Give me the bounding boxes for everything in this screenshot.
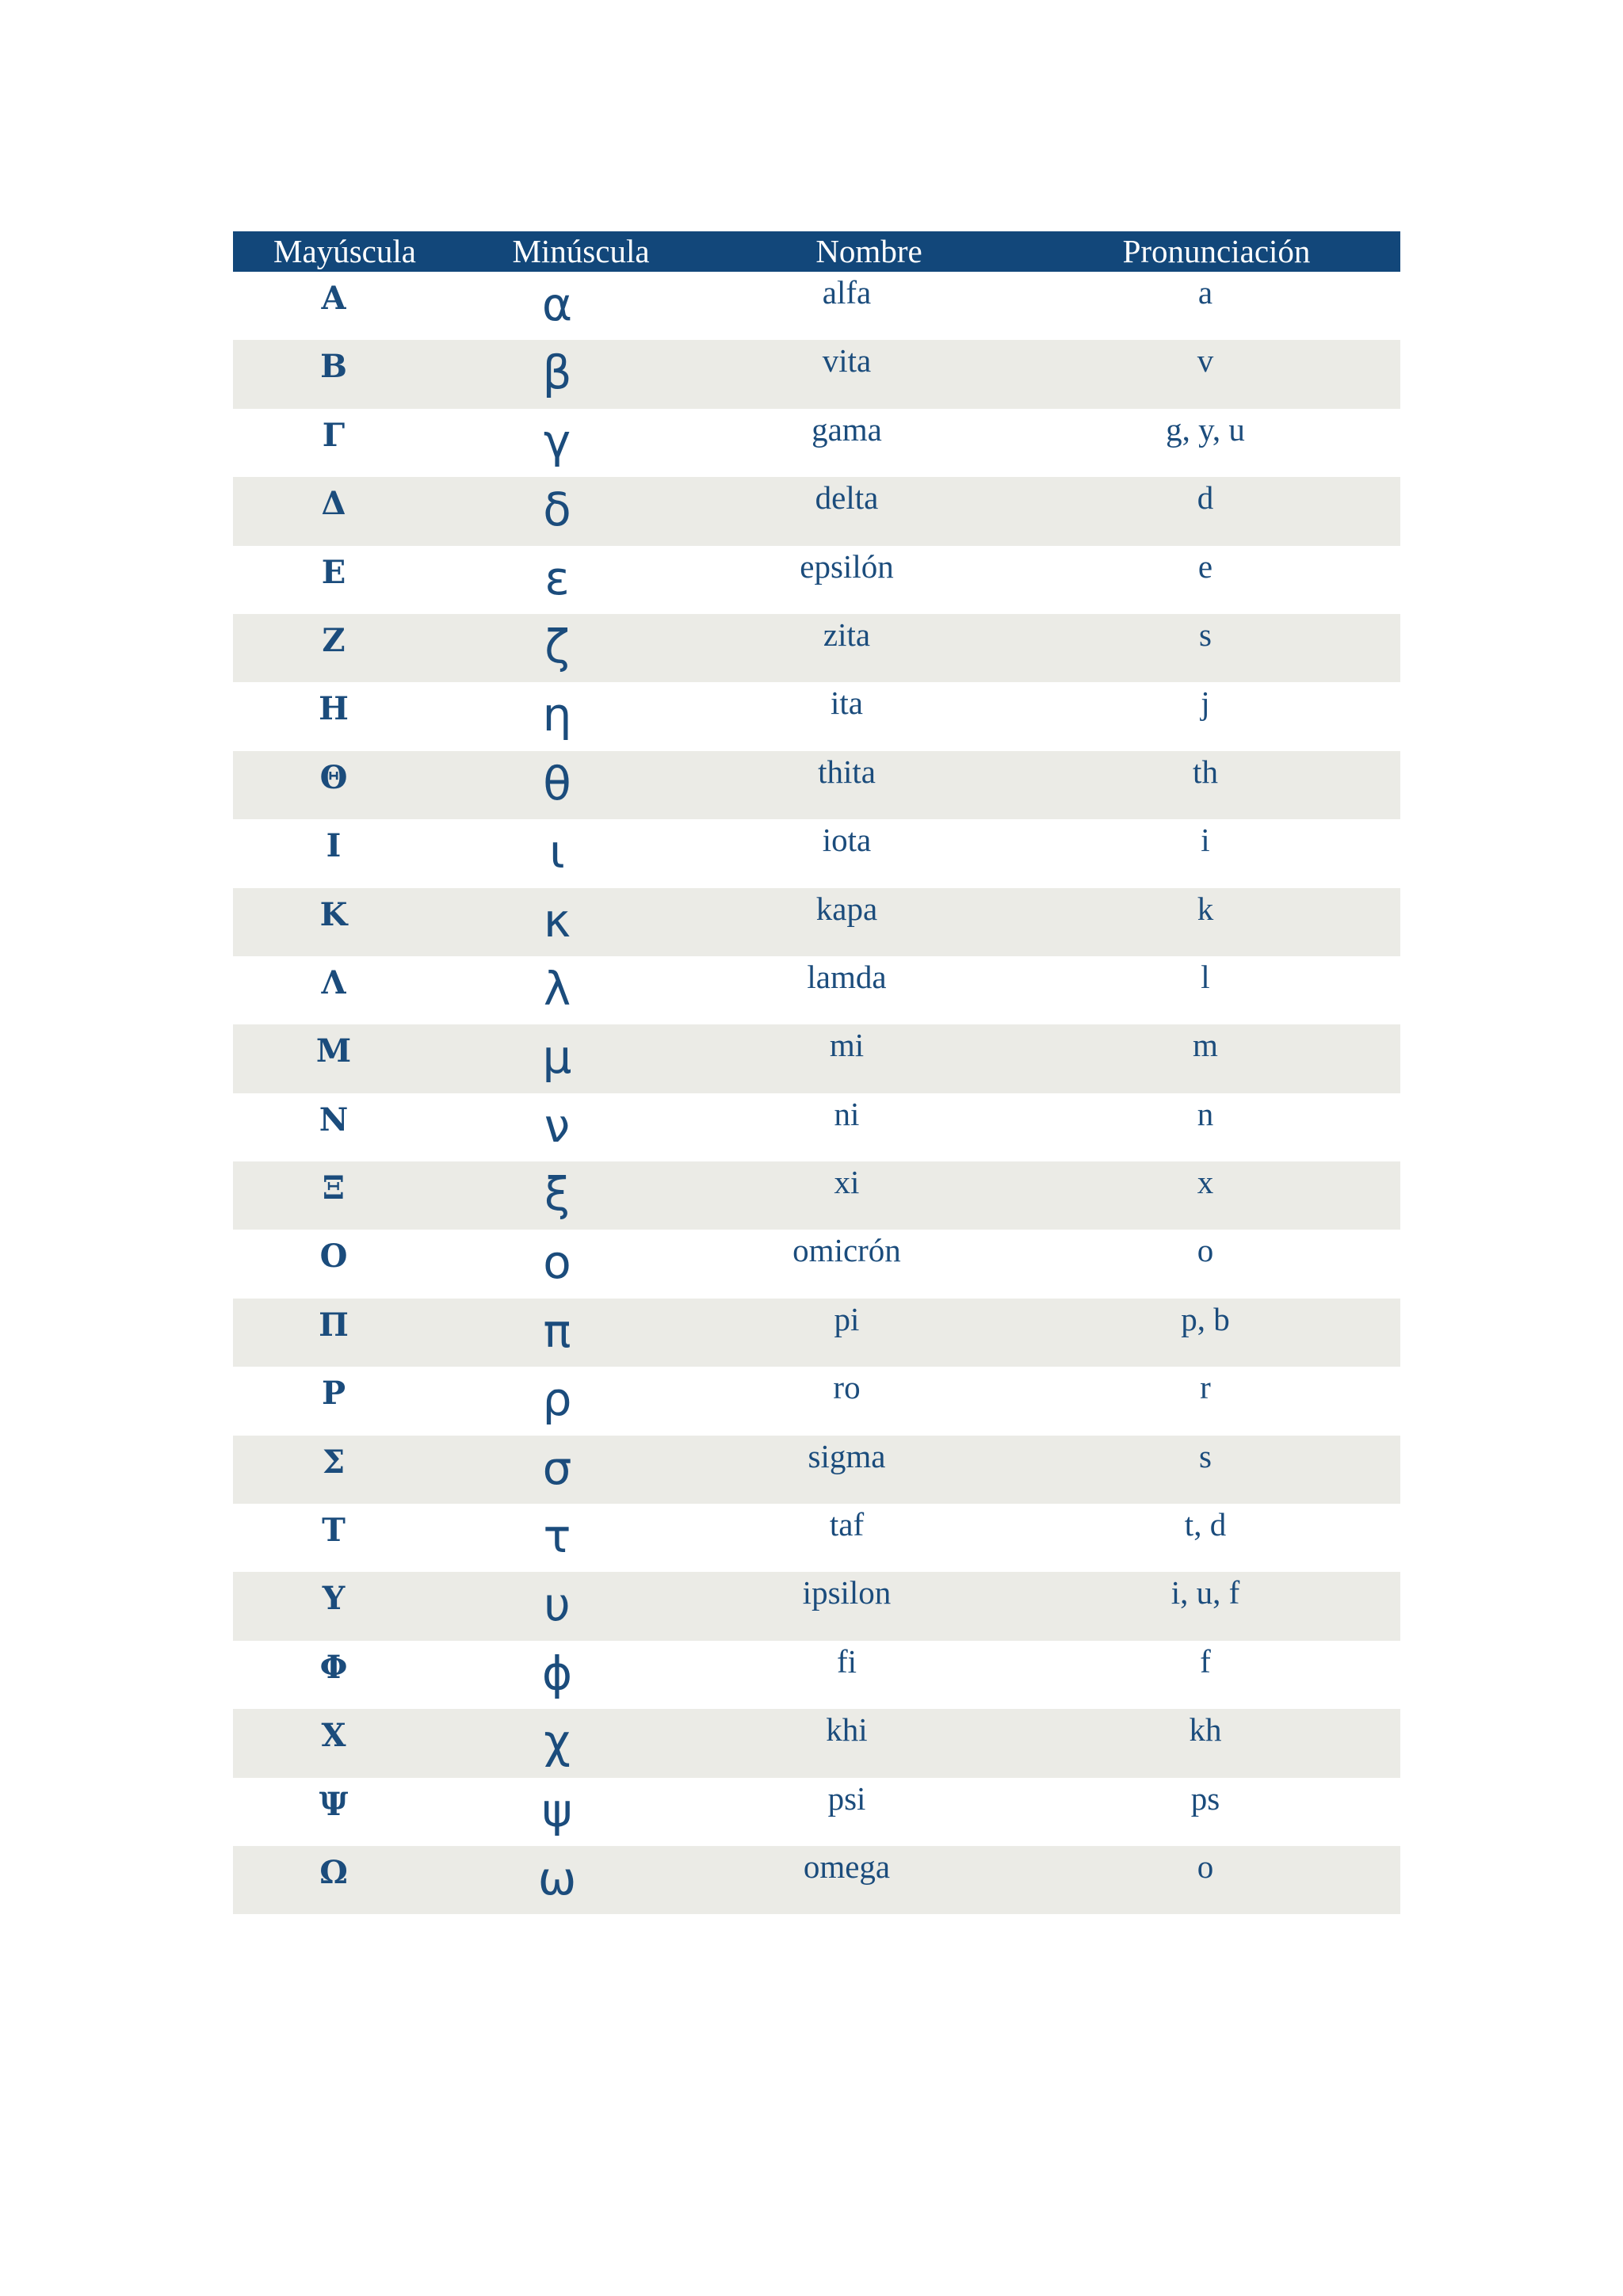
lowercase-letter: β (542, 345, 572, 400)
table-row (233, 1161, 1400, 1230)
table-row (233, 272, 1400, 340)
header-nombre: Nombre (815, 233, 922, 269)
letter-name: xi (834, 1164, 860, 1201)
lowercase-letter: ω (537, 1851, 577, 1905)
letter-name: mi (829, 1027, 865, 1064)
letter-pronunciation: x (1197, 1164, 1214, 1201)
letter-name: fi (836, 1642, 857, 1680)
lowercase-letter: ρ (542, 1372, 572, 1427)
lowercase-letter: χ (544, 1714, 571, 1769)
lowercase-letter: γ (543, 414, 571, 468)
header-mayuscula: Mayúscula (273, 233, 416, 269)
letter-pronunciation: r (1200, 1369, 1211, 1406)
lowercase-letter: δ (543, 482, 571, 537)
table-row (233, 1709, 1400, 1777)
letter-name: sigma (808, 1437, 886, 1474)
letter-name: alfa (822, 274, 872, 311)
letter-pronunciation: m (1193, 1027, 1218, 1064)
lowercase-letter: ο (543, 1235, 571, 1290)
uppercase-letter: Ψ (319, 1785, 349, 1823)
uppercase-letter: Χ (321, 1717, 346, 1755)
table-row (233, 477, 1400, 545)
table-row (233, 1230, 1400, 1298)
lowercase-letter: υ (544, 1577, 571, 1632)
uppercase-letter: Ι (326, 827, 342, 865)
uppercase-letter: Ω (319, 1853, 348, 1891)
table-row (233, 1572, 1400, 1640)
letter-pronunciation: v (1197, 342, 1214, 379)
table-row (233, 956, 1400, 1024)
uppercase-letter: Η (319, 690, 349, 728)
lowercase-letter: ν (544, 1098, 571, 1153)
letter-name: khi (826, 1711, 868, 1749)
letter-pronunciation: s (1199, 1437, 1212, 1474)
lowercase-letter: κ (543, 893, 571, 948)
letter-name: iota (822, 822, 872, 859)
lowercase-letter: σ (542, 1440, 572, 1495)
letter-name: psi (827, 1779, 866, 1817)
lowercase-letter: θ (543, 756, 571, 810)
uppercase-letter: Π (319, 1306, 349, 1344)
uppercase-letter: Ζ (322, 621, 346, 659)
uppercase-letter: Φ (319, 1648, 348, 1686)
letter-name: kapa (815, 890, 878, 927)
lowercase-letter: π (543, 1303, 571, 1358)
letter-name: taf (829, 1506, 865, 1543)
uppercase-letter: Ξ (322, 1169, 346, 1207)
table-row (233, 751, 1400, 819)
table-row (233, 1778, 1400, 1846)
lowercase-letter: α (541, 277, 573, 331)
letter-pronunciation: kh (1189, 1711, 1222, 1749)
uppercase-letter: Θ (319, 758, 348, 796)
uppercase-letter: Σ (322, 1443, 346, 1481)
letter-pronunciation: i, u, f (1170, 1574, 1240, 1611)
uppercase-letter: Δ (321, 485, 346, 523)
lowercase-letter: λ (543, 961, 571, 1016)
table-row (233, 1846, 1400, 1914)
lowercase-letter: ψ (541, 1783, 573, 1837)
letter-pronunciation: p, b (1181, 1300, 1230, 1337)
uppercase-letter: Κ (319, 895, 348, 933)
lowercase-letter: μ (542, 1030, 572, 1085)
uppercase-letter: Ν (319, 1100, 349, 1138)
letter-name: ro (833, 1369, 861, 1406)
letter-name: pi (834, 1300, 860, 1337)
letter-name: lamda (807, 958, 887, 995)
letter-pronunciation: e (1197, 547, 1213, 585)
uppercase-letter: Α (321, 280, 346, 317)
letter-name: ita (831, 685, 863, 722)
table-row (233, 340, 1400, 408)
letter-name: vita (822, 342, 872, 379)
table-row (233, 546, 1400, 614)
letter-pronunciation: n (1197, 1095, 1214, 1132)
lowercase-letter: ϕ (541, 1646, 573, 1700)
letter-name: delta (815, 479, 879, 517)
letter-name: omega (803, 1848, 891, 1885)
letter-name: thita (818, 753, 876, 790)
header-minuscula: Minúscula (512, 233, 650, 269)
table-row (233, 1367, 1400, 1435)
lowercase-letter: ζ (544, 619, 570, 673)
letter-name: gama (812, 410, 882, 448)
uppercase-letter: Μ (315, 1032, 352, 1070)
letter-pronunciation: th (1193, 753, 1218, 790)
letter-pronunciation: o (1197, 1232, 1214, 1269)
uppercase-letter: Λ (321, 963, 346, 1001)
letter-name: ni (834, 1095, 860, 1132)
letter-name: omicrón (792, 1232, 901, 1269)
greek-alphabet-table (233, 231, 1400, 1914)
table-row (233, 1299, 1400, 1367)
table-header (233, 231, 1400, 272)
lowercase-letter: η (542, 688, 572, 742)
lowercase-letter: ξ (544, 1167, 571, 1222)
letter-pronunciation: s (1199, 616, 1212, 653)
uppercase-letter: Β (320, 348, 347, 386)
letter-pronunciation: i (1201, 822, 1210, 859)
table-row (233, 1641, 1400, 1709)
table-row (233, 682, 1400, 750)
letter-pronunciation: g, y, u (1166, 410, 1245, 448)
table-body (233, 272, 1400, 1914)
table-row (233, 1504, 1400, 1572)
letter-pronunciation: a (1197, 274, 1213, 311)
table-row (233, 614, 1400, 682)
table-row (233, 888, 1400, 956)
table-row (233, 1093, 1400, 1161)
letter-name: epsilón (800, 547, 894, 585)
letter-pronunciation: l (1201, 958, 1210, 995)
table-row (233, 409, 1400, 477)
uppercase-letter: Ρ (321, 1375, 346, 1413)
header-pronunciacion: Pronunciación (1122, 233, 1311, 269)
uppercase-letter: Ο (319, 1238, 348, 1276)
lowercase-letter: ε (544, 551, 570, 605)
letter-pronunciation: ps (1190, 1779, 1220, 1817)
table-row (233, 1436, 1400, 1504)
table-row (233, 819, 1400, 887)
uppercase-letter: Γ (322, 416, 346, 454)
letter-name: zita (823, 616, 871, 653)
letter-pronunciation: d (1197, 479, 1214, 517)
letter-pronunciation: k (1197, 890, 1214, 927)
lowercase-letter: ι (549, 825, 565, 879)
lowercase-letter: τ (543, 1509, 571, 1564)
letter-pronunciation: f (1200, 1642, 1211, 1680)
letter-name: ipsilon (802, 1574, 892, 1611)
table-row (233, 1024, 1400, 1093)
letter-pronunciation: o (1197, 1848, 1214, 1885)
letter-pronunciation: t, d (1184, 1506, 1227, 1543)
uppercase-letter: Υ (322, 1580, 346, 1618)
letter-pronunciation: j (1201, 685, 1210, 722)
uppercase-letter: Τ (322, 1512, 346, 1550)
uppercase-letter: Ε (321, 553, 346, 591)
